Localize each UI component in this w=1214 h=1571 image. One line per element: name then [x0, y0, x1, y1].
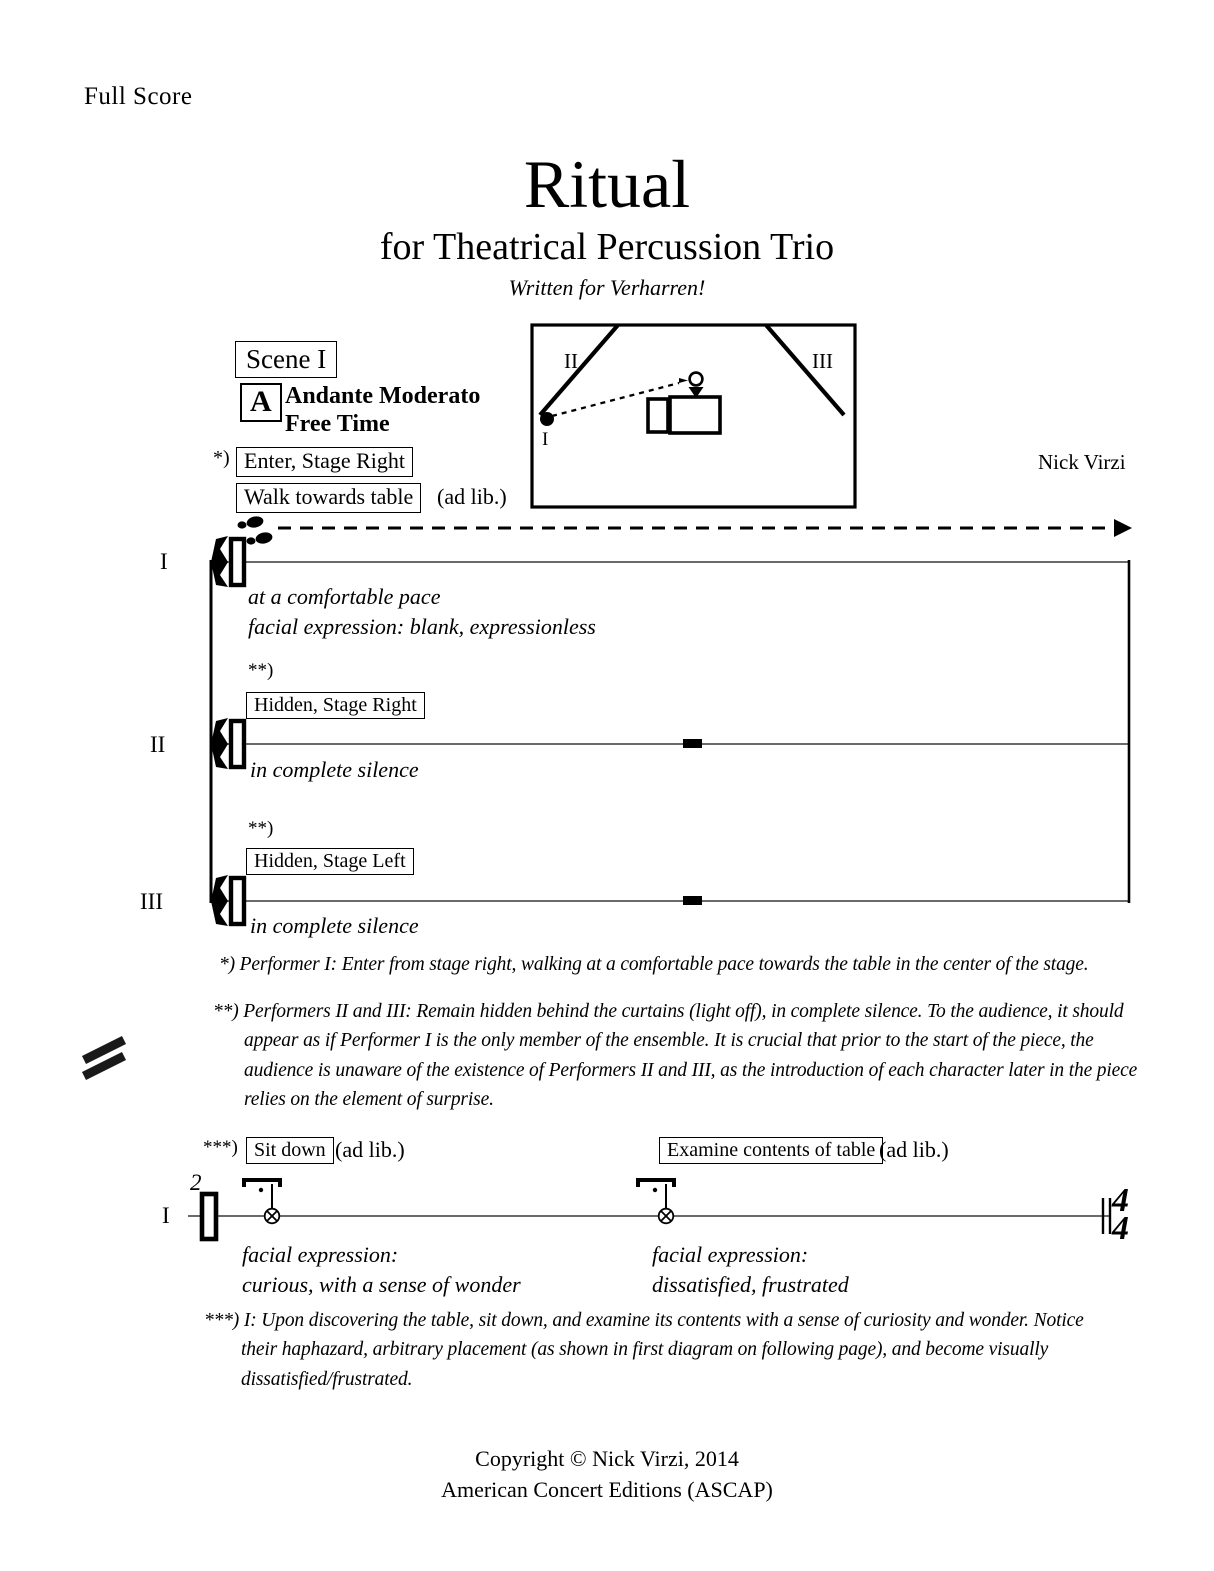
system-separator-icon	[80, 1026, 140, 1086]
staff-i-text-line-1: at a comfortable pace	[248, 584, 441, 609]
walking-path-arrowhead	[1114, 519, 1132, 537]
page-title: Ritual	[523, 146, 691, 222]
adlib-label-walk: (ad lib.)	[437, 484, 507, 509]
scene-label-box: Scene I	[235, 341, 337, 378]
page-subtitle: for Theatrical Percussion Trio	[379, 226, 835, 268]
cue-box-hidden-stage-right: Hidden, Stage Right	[246, 692, 425, 719]
destination-head-circle	[690, 373, 703, 386]
rehearsal-mark-a: A	[240, 383, 282, 422]
system2-event1-text	[242, 1240, 521, 1301]
system2-event2-text-line-2: dissatisfied, frustrated	[652, 1272, 849, 1298]
system2-opening-bar	[202, 1194, 216, 1239]
footnote-three	[204, 1306, 1104, 1394]
cue-box-hidden-stage-left: Hidden, Stage Left	[246, 848, 414, 875]
whole-rest-ii	[683, 739, 702, 748]
full-score-label: Full Score	[84, 83, 193, 110]
adlib-label-examine: (ad lib.)	[879, 1137, 949, 1162]
staff-label-i: I	[160, 549, 168, 574]
staff-label-ii: II	[150, 732, 166, 757]
footnote-marker-single-star: *)	[213, 447, 230, 469]
cue-box-examine-contents: Examine contents of table	[659, 1137, 883, 1164]
footnote-one: *) Performer I: Enter from stage right, walking at a comfortable pace towards the table in the center of the stage.	[219, 954, 1089, 975]
composer-name: Nick Virzi	[1038, 450, 1126, 474]
staff-label-system2-i: I	[162, 1203, 170, 1228]
tempo-line-2: Free Time	[285, 411, 390, 438]
stage-label-ii: II	[564, 349, 578, 373]
stage-label-iii: III	[812, 349, 833, 373]
adlib-label-sit-down: (ad lib.)	[335, 1137, 405, 1162]
percussion-clef-ii	[211, 718, 244, 769]
staff-i-text-line-2: facial expression: blank, expressionless	[248, 613, 596, 639]
staff-i-expression-text	[248, 582, 596, 641]
cue-box-enter-stage-right: Enter, Stage Right	[236, 447, 413, 477]
cue-box-walk-towards-table: Walk towards table	[236, 483, 421, 513]
measure-number-2: 2	[190, 1170, 202, 1195]
dedication-line: Written for Verharren!	[508, 275, 706, 300]
table-large-box	[670, 397, 720, 433]
performer-i-position-dot	[540, 412, 554, 426]
footnote-two	[213, 997, 1158, 1114]
repeat-bracket-1	[242, 1178, 282, 1187]
copyright-block	[0, 1444, 1214, 1506]
system2-event2-text-line-1: facial expression:	[652, 1242, 809, 1267]
table-small-box	[648, 399, 668, 432]
copyright-line-2: American Concert Editions (ASCAP)	[441, 1476, 773, 1502]
copyright-line-1: Copyright © Nick Virzi, 2014	[475, 1446, 739, 1471]
system2-event1-text-line-2: curious, with a sense of wonder	[242, 1272, 521, 1298]
repeat-bracket-2	[636, 1178, 676, 1187]
staff-ii-expression-text: in complete silence	[250, 757, 419, 782]
stage-diagram	[530, 323, 857, 509]
staff-label-iii: III	[140, 889, 163, 914]
system2-event2-text	[652, 1240, 849, 1301]
staff-ii-footnote-marker: **)	[248, 660, 274, 681]
tempo-marking	[285, 382, 480, 438]
footnote-three-text: ***) I: Upon discovering the table, sit down, and examine its contents with a sense of curiosity and wonder. Notice their haphazard, arbitrary placement (as shown in first diagram on following page), and become visually dissatisfied/frustrated.	[204, 1310, 1084, 1390]
staff-iii-footnote-marker: **)	[248, 818, 274, 839]
system2-event1-text-line-1: facial expression:	[242, 1242, 399, 1267]
repeat-dot-2	[653, 1188, 657, 1192]
time-signature-4-4	[1112, 1182, 1129, 1247]
whole-rest-iii	[683, 896, 702, 905]
staff-iii-expression-text: in complete silence	[250, 913, 419, 938]
tempo-line-1: Andante Moderato	[285, 383, 481, 409]
stage-label-i: I	[542, 429, 549, 450]
percussion-clef-iii	[211, 875, 244, 926]
percussion-clef-i	[211, 536, 244, 587]
cue-box-sit-down: Sit down	[246, 1137, 334, 1164]
time-signature-numerator: 4	[1112, 1182, 1129, 1219]
repeat-dot-1	[259, 1188, 263, 1192]
footnote-two-text: **) Performers II and III: Remain hidden behind the curtains (light off), in complete silence. To the audience, it should appear as if Performer I is the only member of the ensemble. It is crucial that prior to the start of the piece, the audience is unaware of the existence of Performers II and III, as the introduction of each character later in the piece relies on the element of surprise.	[213, 1001, 1138, 1110]
time-signature-denominator: 4	[1112, 1209, 1129, 1247]
system2-footnote-marker: ***)	[203, 1137, 238, 1158]
